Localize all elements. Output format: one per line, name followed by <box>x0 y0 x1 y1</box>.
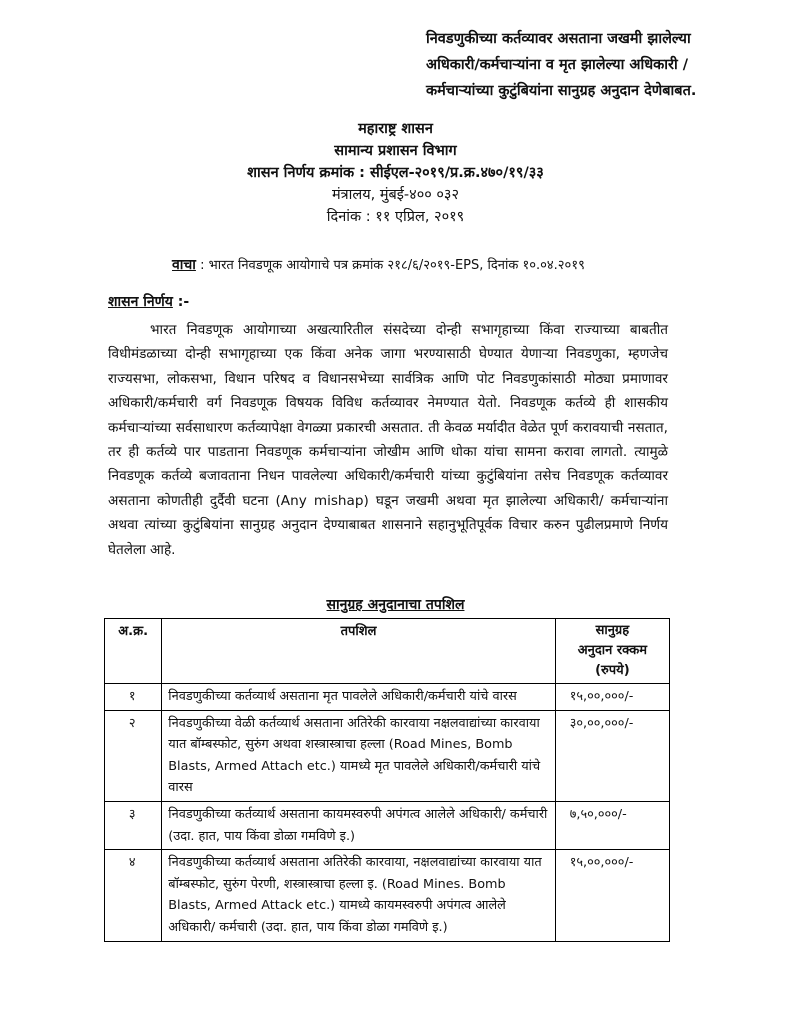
header-amount-line: अनुदान रक्कम <box>577 643 648 658</box>
table-header-row <box>105 619 670 684</box>
header-amount <box>555 619 669 684</box>
header-amount-line: सानुग्रह <box>595 623 630 638</box>
row-amount: १५,००,०००/- <box>555 850 669 941</box>
government-name: महाराष्ट्र शासन <box>358 121 433 137</box>
table-row <box>105 850 670 941</box>
table-row <box>105 801 670 849</box>
gr-number: सीईएल-२०१९/प्र.क्र.४७०/१९/३३ <box>370 165 544 181</box>
subject-line: कर्मचाऱ्यांच्या कुटुंबियांना सानुग्रह अनुदान देणेबाबत. <box>426 83 697 99</box>
document-date: दिनांक : ११ एप्रिल, २०१९ <box>326 209 465 225</box>
order-body <box>108 318 668 562</box>
order-heading-suffix: :- <box>172 294 190 310</box>
row-serial: ४ <box>105 850 162 941</box>
table-row <box>105 710 670 801</box>
row-amount: ७,५०,०००/- <box>555 801 669 849</box>
reference-text: : भारत निवडणूक आयोगाचे पत्र क्रमांक २१८/६/२०१९-EPS, दिनांक १०.०४.२०१९ <box>195 258 585 273</box>
order-heading <box>108 292 189 311</box>
row-serial: ३ <box>105 801 162 849</box>
row-details: निवडणुकीच्या वेळी कर्तव्यार्थ असताना अतिरेकी कारवाया नक्षलवाद्यांच्या कारवाया यात बॉम्बस्फोट, सुरुंग अथवा शस्त्रास्त्राचा हल्ला (Road Mines, Bomb Blasts, Armed Attach etc.) यामध्ये मृत पावलेले अधिकारी/कर्मचारी यांचे वारस <box>162 710 555 801</box>
header-amount-line: (रुपये) <box>595 663 630 678</box>
subject-line: निवडणुकीच्या कर्तव्यावर असताना जखमी झालेल्या <box>426 31 691 47</box>
address: मंत्रालय, मुंबई-४०० ०३२ <box>331 187 460 203</box>
gr-number-line <box>0 162 791 184</box>
reference-label: वाचा <box>172 257 196 273</box>
subject-line: अधिकारी/कर्मचाऱ्यांना व मृत झालेल्या अधिकारी / <box>426 57 689 73</box>
row-details: निवडणुकीच्या कर्तव्यार्थ असताना कायमस्वरुपी अपंगत्व आलेले अधिकारी/ कर्मचारी (उदा. हात, पाय किंवा डोळा गमविणे इ.) <box>162 801 555 849</box>
row-serial: १ <box>105 684 162 711</box>
header-details: तपशिल <box>162 619 555 684</box>
department-name: सामान्य प्रशासन विभाग <box>334 143 457 159</box>
row-serial: २ <box>105 710 162 801</box>
grant-table <box>104 618 670 942</box>
table-title: सानुग्रह अनुदानाचा तपशिल <box>326 597 465 613</box>
reference-line <box>172 255 585 274</box>
subject-block <box>426 26 766 104</box>
order-paragraph: भारत निवडणूक आयोगाच्या अखत्यारितील संसदेच्या दोन्ही सभागृहाच्या किंवा राज्याच्या बाबतीत विधीमंडळाच्या दोन्ही सभागृहाच्या एक किंवा अनेक जागा भरण्यासाठी घेण्यात येणाऱ्या निवडणुका, म्हणजेच राज्यसभा, लोकसभा, विधान परिषद व विधानसभेच्या सार्वत्रिक आणि पोट निवडणुकांसाठी मोठ्या प्रमाणावर अधिकारी/कर्मचारी वर्ग निवडणूक विषयक विविध कर्तव्यावर नेमण्यात येतो. निवडणूक कर्तव्ये ही शासकीय कर्मचाऱ्यांच्या सर्वसाधारण कर्तव्यापेक्षा वेगळ्या प्रकारची असतात. ती केवळ मर्यादीत वेळेत पूर्ण करावयाची नसतात, तर ही कर्तव्ये पार पाडताना निवडणूक कर्मचाऱ्यांना जोखीम आणि धोका यांचा सामना करावा लागतो. त्यामुळे निवडणूक कर्तव्ये बजावताना निधन पावलेल्या अधिकारी/कर्मचारी यांच्या कुटुंबियांना तसेच निवडणूक कर्तव्यावर असताना कोणतीही दुर्दैवी घटना (Any mishap) घडून जखमी अथवा मृत झालेल्या अधिकारी/ कर्मचाऱ्यांना अथवा त्यांच्या कुटुंबियांना सानुग्रह अनुदान देण्याबाबत शासनाने सहानुभूतिपूर्वक विचार करुन पुढीलप्रमाणे निर्णय घेतलेला आहे. <box>108 322 668 558</box>
order-heading-text: शासन निर्णय <box>108 294 173 310</box>
row-amount: ३०,००,०००/- <box>555 710 669 801</box>
gr-number-label: शासन निर्णय क्रमांक : <box>247 165 365 181</box>
header-serial: अ.क्र. <box>105 619 162 684</box>
table-row <box>105 684 670 711</box>
row-amount: १५,००,०००/- <box>555 684 669 711</box>
document-header <box>0 118 791 228</box>
row-details: निवडणुकीच्या कर्तव्यार्थ असताना अतिरेकी कारवाया, नक्षलवाद्यांच्या कारवाया यात बॉम्बस्फोट, सुरुंग पेरणी, शस्त्रास्त्राचा हल्ला इ. (Road Mines. Bomb Blasts, Armed Attack etc.) यामध्ये कायमस्वरुपी अपंगत्व आलेले अधिकारी/ कर्मचारी (उदा. हात, पाय किंवा डोळा गमविणे इ.) <box>162 850 555 941</box>
row-details: निवडणुकीच्या कर्तव्यार्थ असताना मृत पावलेले अधिकारी/कर्मचारी यांचे वारस <box>162 684 555 711</box>
